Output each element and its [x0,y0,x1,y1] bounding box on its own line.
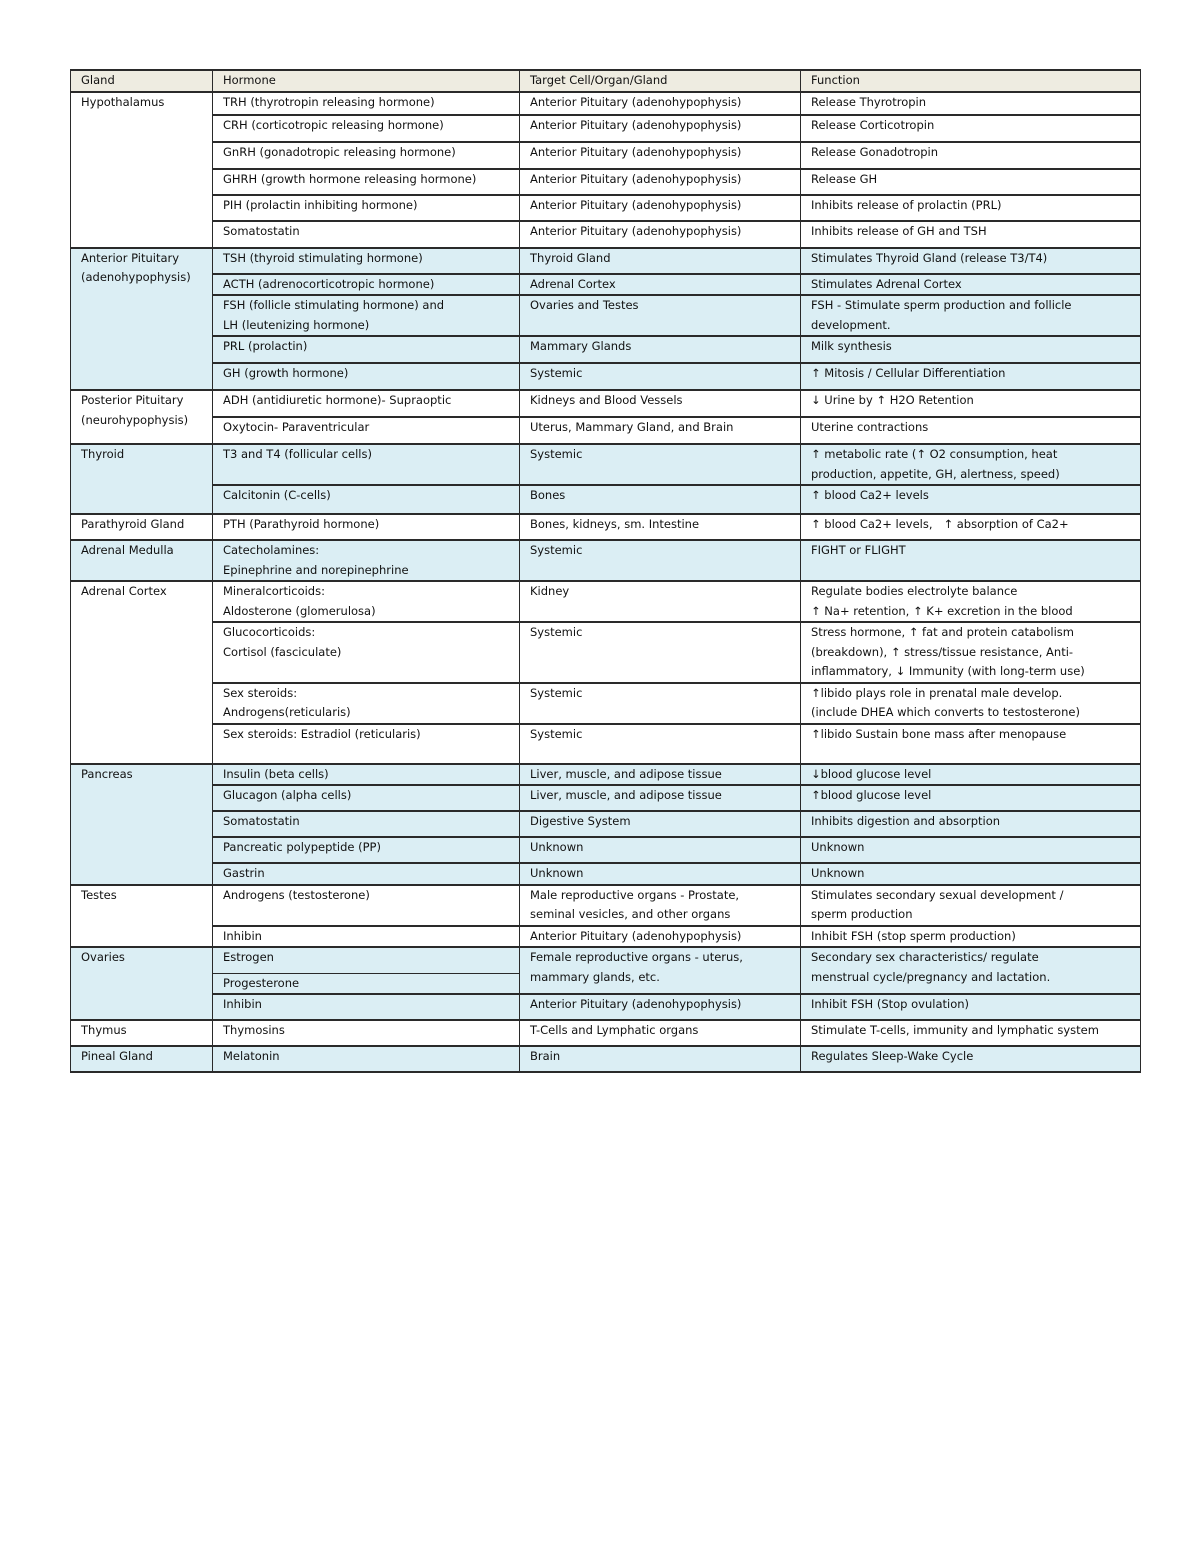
header-hormone: Hormone [213,70,520,92]
hormone-cell: GnRH (gonadotropic releasing hormone) [213,142,520,169]
gland-cell: Pancreas [71,764,213,885]
target-cell: Female reproductive organs - uterus, mammary glands, etc. [520,947,801,994]
target-cell: Ovaries and Testes [520,295,801,336]
target-cell: Liver, muscle, and adipose tissue [520,764,801,786]
hormone-cell: Somatostatin [213,811,520,837]
gland-cell: Ovaries [71,947,213,1020]
function-cell: Stimulate T-cells, immunity and lymphatic system [801,1020,1141,1046]
function-cell: Uterine contractions [801,417,1141,444]
function-cell: ↑ metabolic rate (↑ O2 consumption, heat production, appetite, GH, alertness, speed) [801,444,1141,485]
target-cell: Systemic [520,724,801,764]
gland-cell: Parathyroid Gland [71,514,213,540]
table-row [71,92,1141,115]
table-row [71,1020,1141,1046]
table-row [71,1046,1141,1072]
hormone-cell: Oxytocin- Paraventricular [213,417,520,444]
hormone-cell: Inhibin [213,994,520,1020]
table-row [71,764,1141,786]
table-row [71,581,1141,622]
function-cell: ↑blood glucose level [801,785,1141,811]
function-cell: Regulate bodies electrolyte balance ↑ Na+ retention, ↑ K+ excretion in the blood [801,581,1141,622]
function-cell: Stress hormone, ↑ fat and protein catabolism (breakdown), ↑ stress/tissue resistance, Anti- inflammatory, ↓ Immunity (with long-term use) [801,622,1141,683]
gland-cell: Thyroid [71,444,213,514]
hormone-cell: Progesterone [213,973,520,994]
hormone-cell: TRH (thyrotropin releasing hormone) [213,92,520,115]
header-gland: Gland [71,70,213,92]
target-cell: Unknown [520,863,801,885]
function-cell: FSH - Stimulate sperm production and follicle development. [801,295,1141,336]
table-row [71,994,1141,1020]
gland-cell: Testes [71,885,213,948]
hormone-cell: CRH (corticotropic releasing hormone) [213,115,520,142]
table-row [71,926,1141,948]
function-cell: Release Corticotropin [801,115,1141,142]
function-cell: ↑ blood Ca2+ levels [801,485,1141,514]
hormone-cell: ADH (antidiuretic hormone)- Supraoptic [213,390,520,417]
hormone-cell: Calcitonin (C-cells) [213,485,520,514]
function-cell: Regulates Sleep-Wake Cycle [801,1046,1141,1072]
table-row [71,622,1141,683]
target-cell: Anterior Pituitary (adenohypophysis) [520,169,801,195]
hormone-cell: Mineralcorticoids: Aldosterone (glomerulosa) [213,581,520,622]
table-row [71,885,1141,926]
target-cell: Bones, kidneys, sm. Intestine [520,514,801,540]
function-cell: Inhibit FSH (Stop ovulation) [801,994,1141,1020]
function-cell: ↓ Urine by ↑ H2O Retention [801,390,1141,417]
endocrine-table [70,69,1141,1073]
target-cell: Bones [520,485,801,514]
table-row [71,115,1141,142]
target-cell: Thyroid Gland [520,248,801,274]
hormone-cell: Thymosins [213,1020,520,1046]
function-cell: Unknown [801,863,1141,885]
table-row [71,540,1141,581]
gland-cell: Adrenal Cortex [71,581,213,764]
function-cell: Inhibits digestion and absorption [801,811,1141,837]
table-row [71,947,1141,973]
table-row [71,274,1141,296]
table-row [71,811,1141,837]
hormone-cell: GHRH (growth hormone releasing hormone) [213,169,520,195]
target-cell: Anterior Pituitary (adenohypophysis) [520,115,801,142]
hormone-cell: Insulin (beta cells) [213,764,520,786]
hormone-cell: Sex steroids: Androgens(reticularis) [213,683,520,724]
function-cell: Inhibits release of GH and TSH [801,221,1141,248]
target-cell: Systemic [520,444,801,485]
hormone-cell: GH (growth hormone) [213,363,520,390]
table-row [71,863,1141,885]
target-cell: Anterior Pituitary (adenohypophysis) [520,221,801,248]
gland-cell: Posterior Pituitary (neurohypophysis) [71,390,213,444]
target-cell: Digestive System [520,811,801,837]
target-cell: Liver, muscle, and adipose tissue [520,785,801,811]
function-cell: Unknown [801,837,1141,863]
table-row [71,295,1141,336]
target-cell: T-Cells and Lymphatic organs [520,1020,801,1046]
header-row [71,70,1141,92]
function-cell: Stimulates Adrenal Cortex [801,274,1141,296]
hormone-cell: Gastrin [213,863,520,885]
function-cell: Secondary sex characteristics/ regulate menstrual cycle/pregnancy and lactation. [801,947,1141,994]
table-row [71,837,1141,863]
hormone-cell: Pancreatic polypeptide (PP) [213,837,520,863]
function-cell: Release Thyrotropin [801,92,1141,115]
hormone-cell: ACTH (adrenocorticotropic hormone) [213,274,520,296]
hormone-cell: PIH (prolactin inhibiting hormone) [213,195,520,221]
table-row [71,142,1141,169]
header-target: Target Cell/Organ/Gland [520,70,801,92]
function-cell: ↓blood glucose level [801,764,1141,786]
hormone-cell: Inhibin [213,926,520,948]
table-row [71,248,1141,274]
gland-cell: Anterior Pituitary (adenohypophysis) [71,248,213,391]
hormone-cell: Estrogen [213,947,520,973]
target-cell: Anterior Pituitary (adenohypophysis) [520,195,801,221]
function-cell: ↑ Mitosis / Cellular Differentiation [801,363,1141,390]
table-row [71,336,1141,363]
target-cell: Anterior Pituitary (adenohypophysis) [520,926,801,948]
target-cell: Kidneys and Blood Vessels [520,390,801,417]
target-cell: Anterior Pituitary (adenohypophysis) [520,142,801,169]
gland-cell: Hypothalamus [71,92,213,248]
table-row [71,417,1141,444]
gland-cell: Thymus [71,1020,213,1046]
target-cell: Systemic [520,363,801,390]
function-cell: Milk synthesis [801,336,1141,363]
target-cell: Mammary Glands [520,336,801,363]
target-cell: Adrenal Cortex [520,274,801,296]
function-cell: ↑libido plays role in prenatal male develop. (include DHEA which converts to testosterone) [801,683,1141,724]
hormone-cell: PTH (Parathyroid hormone) [213,514,520,540]
hormone-cell: Somatostatin [213,221,520,248]
target-cell: Anterior Pituitary (adenohypophysis) [520,92,801,115]
hormone-cell: Glucocorticoids: Cortisol (fasciculate) [213,622,520,683]
target-cell: Systemic [520,683,801,724]
table-row [71,785,1141,811]
target-cell: Uterus, Mammary Gland, and Brain [520,417,801,444]
gland-cell: Adrenal Medulla [71,540,213,581]
function-cell: ↑libido Sustain bone mass after menopause [801,724,1141,764]
hormone-cell: PRL (prolactin) [213,336,520,363]
header-function: Function [801,70,1141,92]
function-cell: Stimulates Thyroid Gland (release T3/T4) [801,248,1141,274]
target-cell: Unknown [520,837,801,863]
table-body [71,92,1141,1073]
hormone-cell: Sex steroids: Estradiol (reticularis) [213,724,520,764]
hormone-cell: Glucagon (alpha cells) [213,785,520,811]
table-row [71,195,1141,221]
table-row [71,169,1141,195]
function-cell: FIGHT or FLIGHT [801,540,1141,581]
function-cell: Inhibit FSH (stop sperm production) [801,926,1141,948]
hormone-cell: Melatonin [213,1046,520,1072]
target-cell: Systemic [520,540,801,581]
target-cell: Anterior Pituitary (adenohypophysis) [520,994,801,1020]
table-row [71,444,1141,485]
function-cell: Stimulates secondary sexual development / sperm production [801,885,1141,926]
table-row [71,221,1141,248]
function-cell: Inhibits release of prolactin (PRL) [801,195,1141,221]
function-cell: Release GH [801,169,1141,195]
table-row [71,363,1141,390]
hormone-cell: Catecholamines: Epinephrine and norepinephrine [213,540,520,581]
target-cell: Systemic [520,622,801,683]
hormone-cell: T3 and T4 (follicular cells) [213,444,520,485]
function-cell: ↑ blood Ca2+ levels, ↑ absorption of Ca2+ [801,514,1141,540]
table-row [71,390,1141,417]
hormone-cell: TSH (thyroid stimulating hormone) [213,248,520,274]
table-row [71,514,1141,540]
table-row [71,485,1141,514]
table-row [71,724,1141,764]
hormone-cell: FSH (follicle stimulating hormone) and LH (leutenizing hormone) [213,295,520,336]
table-row [71,683,1141,724]
gland-cell: Pineal Gland [71,1046,213,1072]
target-cell: Kidney [520,581,801,622]
target-cell: Brain [520,1046,801,1072]
function-cell: Release Gonadotropin [801,142,1141,169]
target-cell: Male reproductive organs - Prostate, seminal vesicles, and other organs [520,885,801,926]
hormone-cell: Androgens (testosterone) [213,885,520,926]
